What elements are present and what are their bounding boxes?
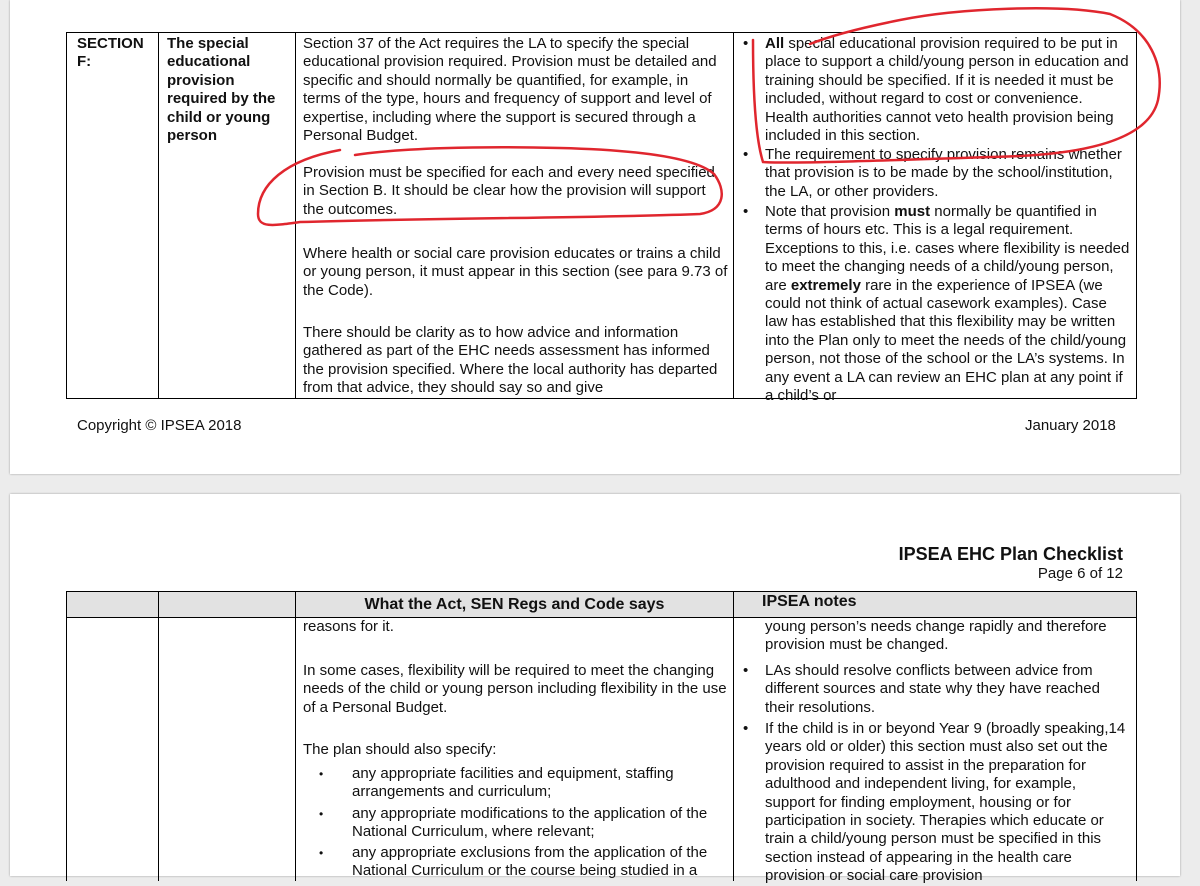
bullet: •	[743, 35, 749, 52]
footer-copyright: Copyright © IPSEA 2018	[77, 417, 242, 434]
bullet: •	[743, 662, 749, 679]
section-title: The special educational provision required by the child or young person	[167, 35, 276, 145]
section-label: SECTION F:	[77, 35, 144, 71]
act-paragraph: Provision must be specified for each and every need specified in Section B. It should be clear how the provision will support the outcomes.	[303, 164, 715, 218]
note-item: The requirement to specify provision remains whether that provision is to be made by the school/institution, the LA, or other providers.	[765, 146, 1122, 200]
note-continuation: young person’s needs change rapidly and therefore provision must be changed.	[765, 618, 1107, 654]
table-border	[66, 591, 1137, 592]
table-border	[66, 591, 67, 881]
table-border	[158, 32, 159, 399]
page-number: Page 6 of 12	[1037, 565, 1123, 582]
bullet: •	[743, 146, 749, 163]
note-item: Note that provision must normally be quantified in terms of hours etc. This is a legal requirement. Exceptions to this, i.e. cases where flexibility is needed to meet the changing needs of a child/young person, are extremely rare in the experience of IPSEA (we could not think of actual casework examples). Case law has established that this flexibility may be written into the Plan only to meet the needs of the child/young person, not those of the school or the LA’s systems. In any event a LA can review an EHC plan at any point if a child’s or	[765, 203, 1130, 405]
act-paragraph: There should be clarity as to how advice and information gathered as part of the EHC needs assessment has informed the provision specified. Where the local authority has departed from that advice, they should say so and give	[303, 324, 718, 397]
table-border	[66, 32, 1137, 33]
act-paragraph: Where health or social care provision educates or trains a child or young person, it must appear in this section (see para 9.73 of the Code).	[303, 245, 728, 299]
table-border	[295, 591, 296, 881]
note-item: All special educational provision required to be put in place to support a child/young person in education and training should be specified. If it is needed it must be included, without regard to cost or convenience. Health authorities cannot veto health provision being included in this section.	[765, 35, 1129, 145]
column-header-notes: IPSEA notes	[762, 593, 857, 610]
document-page-5	[10, 0, 1180, 474]
document-title: IPSEA EHC Plan Checklist	[898, 544, 1123, 564]
column-header-act: What the Act, SEN Regs and Code says	[364, 596, 665, 613]
act-paragraph: reasons for it.	[303, 618, 394, 635]
act-bullet-item: any appropriate exclusions from the application of the National Curriculum or the course being studied in a	[352, 844, 708, 880]
note-item: LAs should resolve conflicts between advice from different sources and state why they have reached their resolutions.	[765, 662, 1100, 716]
table-border	[733, 591, 734, 881]
footer-date: January 2018	[1025, 417, 1116, 434]
act-paragraph: Section 37 of the Act requires the LA to specify the special educational provision required. Provision must be detailed and specific and should normally be quantified, for example, in terms of the type, hours and frequency of support and level of expertise, including where the support is secured through a Personal Budget.	[303, 35, 717, 145]
bullet: •	[743, 203, 749, 220]
table-border	[66, 32, 67, 399]
bullet: •	[319, 807, 324, 821]
table-border	[158, 591, 159, 881]
bullet: •	[319, 846, 324, 860]
table-border	[1136, 591, 1137, 881]
bullet: •	[319, 767, 324, 781]
table-border	[733, 32, 734, 399]
document-page-6	[10, 494, 1180, 885]
act-bullet-item: any appropriate facilities and equipment, staffing arrangements and curriculum;	[352, 765, 674, 801]
act-paragraph: In some cases, flexibility will be required to meet the changing needs of the child or young person including flexibility in the use of a Personal Budget.	[303, 662, 727, 716]
table-border	[1136, 32, 1137, 399]
act-bullet-item: any appropriate modifications to the application of the National Curriculum, where relevant;	[352, 805, 708, 841]
bullet: •	[743, 720, 749, 737]
table-border	[295, 32, 296, 399]
act-paragraph: The plan should also specify:	[303, 741, 497, 758]
note-item: If the child is in or beyond Year 9 (broadly speaking,14 years old or older) this section must also set out the provision required to assist in the preparation for adulthood and independent living, for example, support for finding employment, housing or for participation in society. Therapies which educate or train a child/young person must be specified in this section instead of appearing in the health care provision or social care provision	[765, 720, 1126, 885]
